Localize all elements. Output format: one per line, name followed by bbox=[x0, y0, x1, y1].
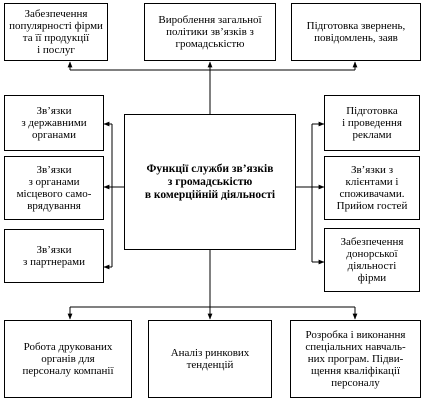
top-box-statements-text: Підготовка звернень, повідомлень, заяв bbox=[306, 20, 406, 44]
right-box-advertising bbox=[324, 95, 420, 151]
bottom-box-print-media-text: Робота друкованих органів для персоналу компанії bbox=[22, 341, 114, 377]
top-box-popularity bbox=[4, 3, 108, 61]
bottom-box-print-media bbox=[4, 320, 132, 398]
bottom-box-training-programs-text: Розробка і виконання спеціальних навчаль- них програм. Підви- щення кваліфікації персоналу bbox=[305, 329, 406, 389]
left-box-partners-text: Зв’язки з партнерами bbox=[22, 244, 86, 268]
bottom-box-training-programs bbox=[290, 320, 421, 398]
left-box-state-bodies bbox=[4, 95, 104, 151]
right-box-clients-text: Зв’язки з клієнтами і споживачами. Прийом гостей bbox=[336, 164, 408, 212]
top-box-statements bbox=[291, 3, 421, 61]
left-box-state-bodies-text: Зв’язки з державними органами bbox=[21, 105, 87, 141]
bottom-box-market-analysis bbox=[148, 320, 272, 398]
right-box-advertising-text: Підготовка і проведення реклами bbox=[342, 105, 402, 141]
top-box-policy-text: Вироблення загальної політики зв’язків з громадськістю bbox=[158, 14, 262, 50]
bottom-box-market-analysis-text: Аналіз ринкових тенденцій bbox=[170, 347, 250, 371]
center-box-functions bbox=[124, 114, 296, 250]
right-box-donor-activity bbox=[324, 228, 420, 292]
left-box-local-government bbox=[4, 156, 104, 220]
left-box-partners bbox=[4, 229, 104, 283]
right-box-clients bbox=[324, 156, 420, 220]
left-box-local-government-text: Зв’язки з органами місцевого само- врядування bbox=[16, 164, 92, 212]
right-box-donor-activity-text: Забезпечення донорської діяльності фірми bbox=[340, 236, 404, 284]
top-box-popularity-text: Забезпечення популярності фірми та її продукції і послуг bbox=[9, 8, 103, 56]
center-box-title: Функції служби зв’язків з громадськістю в комерційній діяльності bbox=[144, 162, 276, 201]
top-box-policy bbox=[144, 3, 276, 61]
